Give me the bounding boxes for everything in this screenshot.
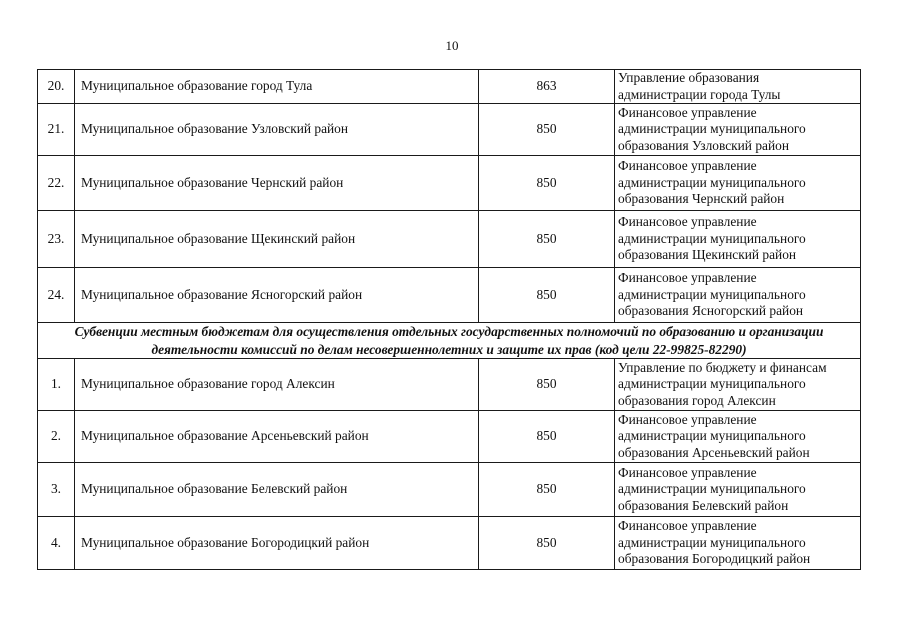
department-code: 850: [479, 104, 615, 156]
department-code: 850: [479, 411, 615, 463]
row-number: 20.: [38, 70, 75, 104]
row-number: 23.: [38, 211, 75, 268]
row-number: 3.: [38, 463, 75, 517]
table-row: [38, 156, 861, 211]
department-code: 850: [479, 359, 615, 411]
row-number: 22.: [38, 156, 75, 211]
section-title: Субвенции местным бюджетам для осуществления отдельных государственных полномочий по образованию и организации деятельности комиссий по делам несовершеннолетних и защите их прав (код цели 22-99825-82290): [38, 323, 861, 359]
administrator-org: Финансовое управление администрации муниципального образования Арсеньевский район: [615, 411, 861, 463]
administrator-org: Финансовое управление администрации муниципального образования Узловский район: [615, 104, 861, 156]
municipality-name: Муниципальное образование Чернский район: [75, 156, 479, 211]
department-code: 850: [479, 463, 615, 517]
administrator-org: Финансовое управление администрации муниципального образования Чернский район: [615, 156, 861, 211]
row-number: 4.: [38, 517, 75, 570]
table-row: [38, 463, 861, 517]
row-number: 21.: [38, 104, 75, 156]
row-number: 2.: [38, 411, 75, 463]
row-number: 1.: [38, 359, 75, 411]
administrator-org: Финансовое управление администрации муниципального образования Белевский район: [615, 463, 861, 517]
department-code: 850: [479, 268, 615, 323]
department-code: 850: [479, 156, 615, 211]
municipality-name: Муниципальное образование Щекинский район: [75, 211, 479, 268]
municipality-name: Муниципальное образование Арсеньевский район: [75, 411, 479, 463]
table-row: [38, 359, 861, 411]
table-row: [38, 517, 861, 570]
municipality-name: Муниципальное образование Белевский район: [75, 463, 479, 517]
table-row: [38, 104, 861, 156]
municipality-name: Муниципальное образование Ясногорский район: [75, 268, 479, 323]
administrator-org: Управление образования администрации города Тулы: [615, 70, 861, 104]
table-row: [38, 411, 861, 463]
municipality-name: Муниципальное образование город Тула: [75, 70, 479, 104]
table-row: [38, 211, 861, 268]
table-row: [38, 70, 861, 104]
table-row: [38, 268, 861, 323]
section-header-row: [38, 323, 861, 359]
municipality-name: Муниципальное образование город Алексин: [75, 359, 479, 411]
administrator-org: Финансовое управление администрации муниципального образования Богородицкий район: [615, 517, 861, 570]
page-number: 10: [445, 38, 459, 53]
administrator-org: Финансовое управление администрации муниципального образования Ясногорский район: [615, 268, 861, 323]
row-number: 24.: [38, 268, 75, 323]
municipal-table: [37, 69, 861, 570]
municipality-name: Муниципальное образование Узловский район: [75, 104, 479, 156]
department-code: 850: [479, 211, 615, 268]
department-code: 850: [479, 517, 615, 570]
administrator-org: Управление по бюджету и финансам администрации муниципального образования город Алексин: [615, 359, 861, 411]
municipality-name: Муниципальное образование Богородицкий район: [75, 517, 479, 570]
administrator-org: Финансовое управление администрации муниципального образования Щекинский район: [615, 211, 861, 268]
department-code: 863: [479, 70, 615, 104]
